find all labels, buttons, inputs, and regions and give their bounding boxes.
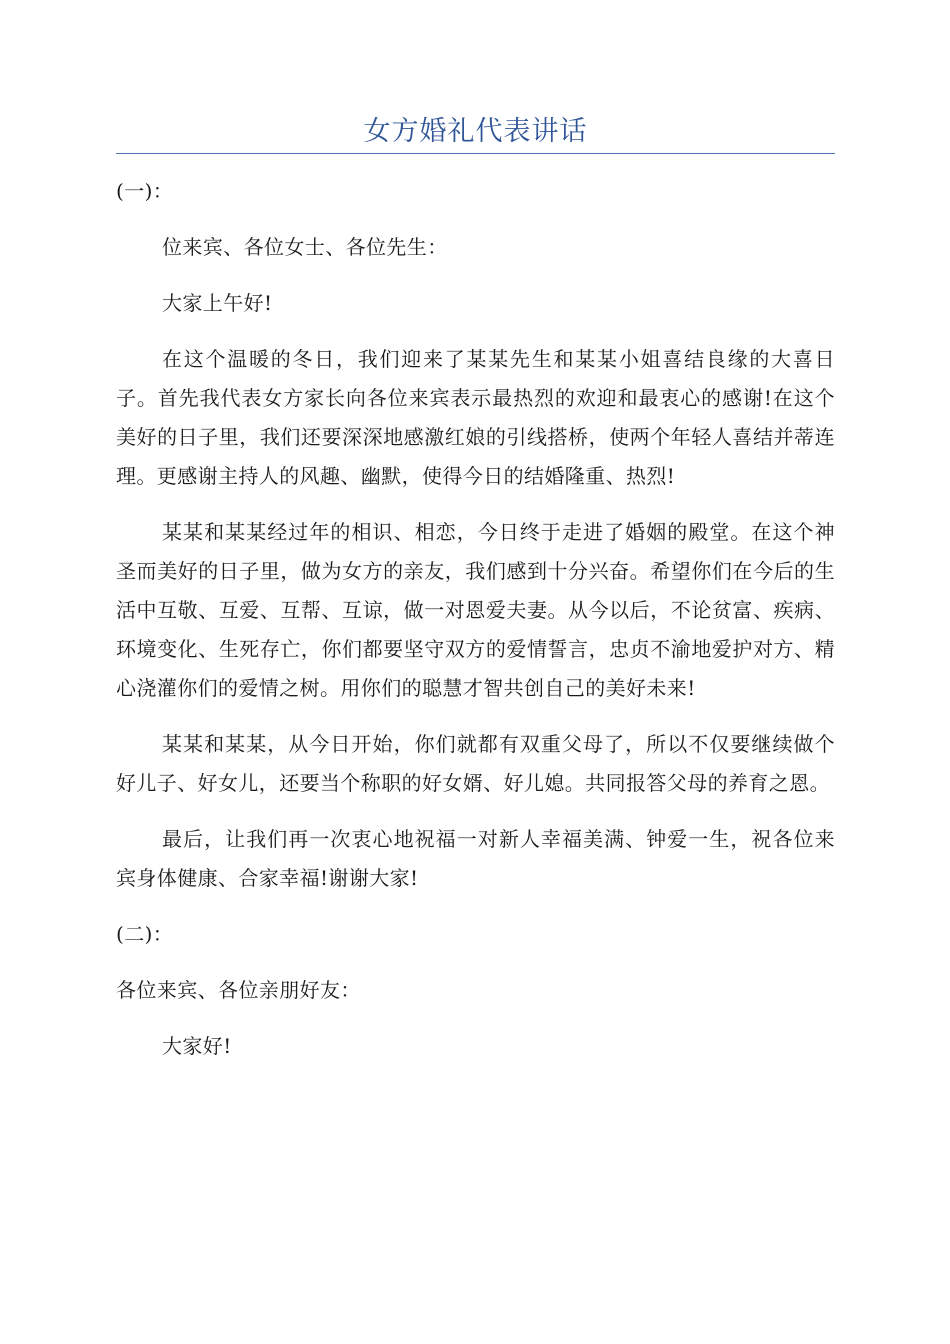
section-2-heading: (二)： xyxy=(116,922,174,946)
section-1-paragraph-1: 在这个温暖的冬日，我们迎来了某某先生和某某小姐喜结良缘的大喜日子。首先我代表女方家长向各位来宾表示最热烈的欢迎和最衷心的感谢!在这个美好的日子里，我们还要深深地感激红娘的引线搭桥，使两个年轻人喜结并蒂连理。更感谢主持人的风趣、幽默，使得今日的结婚隆重、热烈! xyxy=(116,347,835,488)
section-2-hello: 大家好! xyxy=(162,1034,232,1058)
section-1-paragraph-4: 最后，让我们再一次衷心地祝福一对新人幸福美满、钟爱一生，祝各位来宾身体健康、合家幸福!谢谢大家! xyxy=(116,827,835,890)
document-title: 女方婚礼代表讲话 xyxy=(363,116,588,147)
section-1-greeting: 位来宾、各位女士、各位先生： xyxy=(162,235,448,259)
section-1-paragraph-3: 某某和某某，从今日开始，你们就都有双重父母了，所以不仅要继续做个好儿子、好女儿，还要当个称职的好女婿、好儿媳。共同报答父母的养育之恩。 xyxy=(116,732,835,795)
document-body xyxy=(116,172,835,1083)
section-1-paragraph-2: 某某和某某经过年的相识、相恋，今日终于走进了婚姻的殿堂。在这个神圣而美好的日子里，做为女方的亲友，我们感到十分兴奋。希望你们在今后的生活中互敬、互爱、互帮、互谅，做一对恩爱夫妻。从今以后，不论贫富、疾病、环境变化、生死存亡，你们都要坚守双方的爱情誓言，忠贞不渝地爱护对方、精心浇灌你们的爱情之树。用你们的聪慧才智共创自己的美好未来! xyxy=(116,520,835,700)
section-1-heading: (一)： xyxy=(116,179,174,203)
section-1-hello: 大家上午好! xyxy=(162,291,273,315)
section-2-greeting: 各位来宾、各位亲朋好友： xyxy=(116,978,361,1002)
title-underline xyxy=(116,153,835,154)
